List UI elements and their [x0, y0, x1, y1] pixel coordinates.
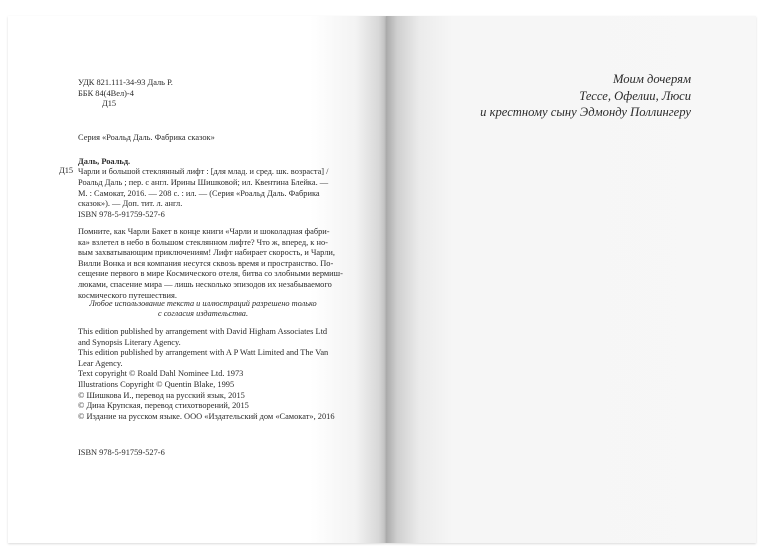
credit-line: and Synopsis Literary Agency.: [78, 337, 181, 347]
credit-line: Lear Agency.: [78, 358, 123, 368]
rights-notice: [38, 299, 368, 319]
udk-code: УДК 821.111-34-93 Даль Р.: [78, 78, 173, 87]
annotation-line: люками, спасение мира — лишь несколько эпизодов их незабываемого: [78, 279, 332, 289]
rights-line: Любое использование текста и иллюстраций разрешено только: [89, 299, 317, 308]
entry-line: Чарли и большой стеклянный лифт : [для млад. и сред. шк. возраста] /: [78, 167, 329, 176]
left-page: [8, 16, 386, 543]
series-line: Серия «Роальд Даль. Фабрика сказок»: [78, 133, 215, 142]
annotation-line: сещение первого в мире Космического отеля, битва со злобными вермиш-: [78, 269, 343, 279]
entry-author: Даль, Роальд.: [78, 157, 131, 166]
dedication: [480, 71, 691, 121]
credit-line: This edition published by arrangement with A P Watt Limited and The Van: [78, 348, 329, 358]
annotation: [78, 227, 343, 301]
credit-line: This edition published by arrangement with David Higham Associates Ltd: [78, 327, 328, 336]
isbn-line: ISBN 978-5-91759-527-6: [78, 448, 165, 457]
annotation-line: Помните, как Чарли Бакет в конце книги «Чарли и шоколадная фабри-: [78, 227, 330, 236]
open-book: [8, 16, 756, 543]
dedication-line: и крестному сыну Эдмонду Поллингеру: [480, 105, 691, 120]
credit-line: Illustrations Copyright © Quentin Blake, 1995: [78, 379, 235, 389]
annotation-line: космического путешествия.: [78, 290, 177, 300]
credit-line: © Шишкова И., перевод на русский язык, 2015: [78, 390, 245, 400]
author-mark: Д15: [102, 99, 117, 109]
copyright-credits: [78, 327, 335, 422]
bibliographic-entry: [78, 167, 329, 221]
dedication-line: Тессе, Офелии, Люси: [579, 88, 691, 103]
credit-line: Text copyright © Roald Dahl Nominee Ltd. 1973: [78, 369, 244, 379]
entry-code: Д15: [59, 166, 74, 175]
entry-isbn: ISBN 978-5-91759-527-6: [78, 210, 165, 220]
entry-line: Роальд Даль ; пер. с англ. Ирины Шишковой; ил. Квентина Блейка. —: [78, 177, 329, 187]
annotation-line: ка» взлетел в небо в большом стеклянном лифте? Что ж, вперед, к но-: [78, 237, 328, 247]
annotation-line: Вилли Вонка и вся компания несутся сквозь время и пространство. По-: [78, 258, 334, 268]
dedication-line: Моим дочерям: [612, 72, 691, 86]
rights-line: с согласия издательства.: [157, 309, 249, 319]
catalog-codes: [78, 78, 173, 110]
right-page: [386, 16, 756, 543]
credit-line: © Издание на русском языке. ООО «Издательский дом «Самокат», 2016: [78, 411, 335, 421]
entry-line: М. : Самокат, 2016. — 208 с. : ил. — (Серия «Роальд Даль. Фабрика: [78, 188, 320, 198]
credit-line: © Дина Крупская, перевод стихотворений, 2015: [78, 401, 249, 411]
bbk-code: ББК 84(4Вел)-4: [78, 88, 134, 98]
entry-line: сказок»). — Доп. тит. л. англ.: [78, 199, 183, 209]
annotation-line: вым захватывающим приключениям! Лифт набирает скорость, и Чарли,: [78, 248, 335, 258]
